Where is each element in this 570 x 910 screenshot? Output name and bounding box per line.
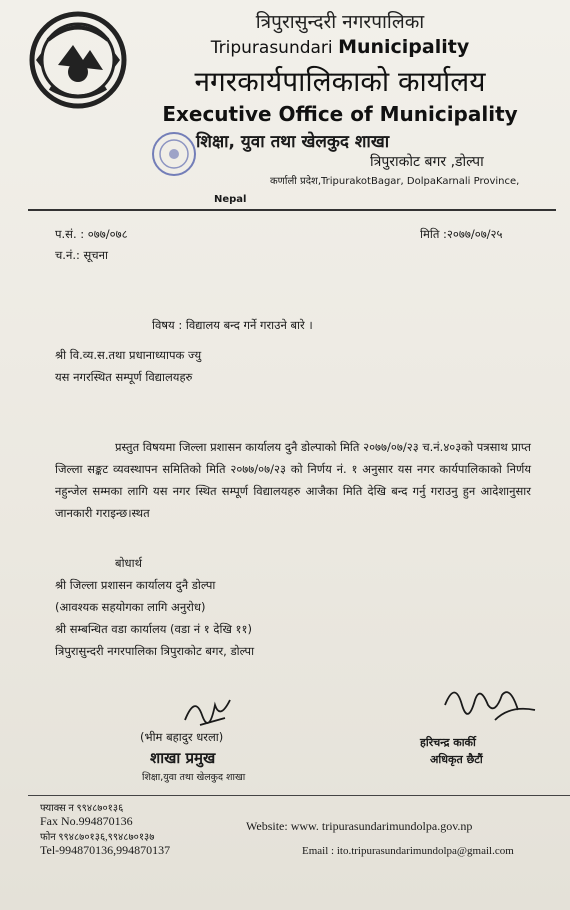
- office-stamp-icon: [150, 130, 198, 178]
- cc-note: (आवश्यक सहयोगका लागि अनुरोध): [55, 600, 206, 614]
- section-stamp: शिक्षा,युवा तथा खेलकुद शाखा: [142, 772, 246, 783]
- officer-title: अधिकृत छैटौं: [430, 753, 483, 766]
- letter-subject: विषय : विद्यालय बन्द गर्ने गराउने बारे ।: [152, 318, 313, 332]
- country-name: Nepal: [214, 194, 247, 205]
- officer-name: हरिचन्द्र कार्की: [420, 736, 476, 749]
- fax-number: Fax No.994870136: [40, 814, 133, 828]
- municipality-name-nepali: त्रिपुरासुन्दरी नगरपालिका: [255, 11, 425, 33]
- dispatch-number: च.नं.: सूचना: [55, 248, 108, 262]
- addressee-line: यस नगरस्थित सम्पूर्ण विद्यालयहरु: [55, 370, 193, 384]
- signatory-name: (भीम बहादुर धरला): [140, 730, 224, 744]
- phone-number: Tel-994870136,994870137: [40, 843, 171, 857]
- footer-divider: [28, 795, 570, 796]
- cc-heading: बोधार्थ: [115, 556, 142, 570]
- letter-body: प्रस्तुत विषयमा जिल्ला प्रशासन कार्यालय दुनै डोल्पाको मिति २०७७/०७/२३ च.नं.४०३को पत्रसाथ प्राप्त जिल्ला सङ्कट व्यवस्थापन समितिको मिति २०७७/०७/२३ को निर्णय नं. १ अनुसार यस नगर कार्यपालिकाको निर्णय नहुन्जेल सम्मका लागि यस नगर स्थित सम्पूर्ण विद्यालयहरु आजैका मिति देखि बन्द गर्नु गराउनु हुन आदेशानुसार जानकारी गराइन्छ।स्थत: [55, 440, 531, 520]
- signatory-title: शाखा प्रमुख: [150, 749, 216, 767]
- fax-nepali: फ्याक्स न ९९४८७०१३६: [40, 803, 124, 814]
- cc-recipient: श्री सम्बन्धित वडा कार्यालय (वडा नं १ देखि ११): [55, 622, 252, 636]
- letter-reference-number: प.सं. : ०७७/०७८: [55, 227, 128, 241]
- cc-recipient: श्री जिल्ला प्रशासन कार्यालय दुनै डोल्पा: [55, 578, 216, 592]
- section-name: शिक्षा, युवा तथा खेलकुद शाखा: [196, 132, 390, 152]
- email-link[interactable]: Email : ito.tripurasundarimundolpa@gmail.com: [302, 845, 514, 857]
- cc-recipient: त्रिपुरासुन्दरी नगरपालिका त्रिपुराकोट बगर, डोल्पा: [55, 644, 255, 658]
- website-link[interactable]: Website: www. tripurasundarimundolpa.gov.np: [246, 819, 473, 833]
- phone-nepali: फोन ९९४८७०१३६,९९४८७०१३७: [40, 832, 155, 843]
- municipality-seal-icon: [28, 10, 128, 110]
- place-name: त्रिपुराकोट बगर ,डोल्पा: [370, 154, 484, 170]
- addressee-line: श्री वि.व्य.स.तथा प्रधानाध्यापक ज्यु: [55, 348, 202, 362]
- office-name-nepali: नगरकार्यपालिकाको कार्यालय: [194, 65, 486, 98]
- municipality-name-english: Tripurasundari Municipality: [210, 36, 470, 58]
- header-divider: [28, 209, 556, 211]
- letter-date: मिति :२०७७/०७/२५: [420, 227, 503, 241]
- address-line: कर्णाली प्रदेश,TripurakotBagar, DolpaKarnali Province,: [270, 176, 520, 187]
- right-signature-icon: [440, 680, 540, 730]
- left-signature-icon: [180, 690, 240, 730]
- office-name-english: Executive Office of Municipality: [162, 102, 518, 126]
